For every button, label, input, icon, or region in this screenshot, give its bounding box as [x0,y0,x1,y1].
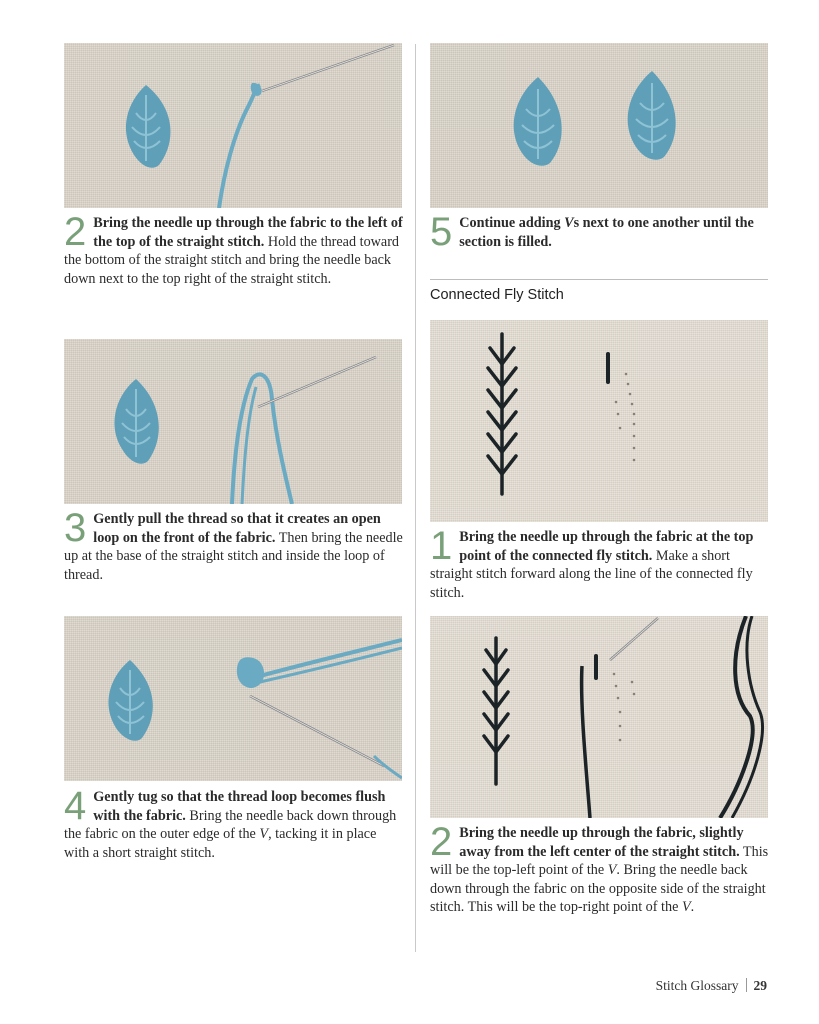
step-body-a: This will be the top-left point of the [430,843,769,879]
step-2-photo [64,43,402,208]
step-5-photo [430,43,768,208]
connected-fly-step-1 [430,524,770,602]
step-body-italic: V [259,826,269,843]
column-divider [415,44,416,952]
step-number: 3 [64,506,87,550]
step-number: 2 [64,210,87,254]
step-body-italic-a: V [607,862,617,879]
section-heading: Connected Fly Stitch [430,287,564,303]
connected-fly-step-2 [430,820,770,917]
fly-stitch-spine-illustration [430,320,768,522]
step-number: 4 [64,784,87,828]
step-body-b: . Bring the needle back down through the fabric on the opposite side of the straight stitch. This will be the top-right point of the [430,862,766,916]
step-heading: Gently tug so that the thread loop becomes flush with the fabric. [93,789,386,824]
step-heading: Bring the needle up through the fabric to the left of the top of the straight stitch. [93,215,403,250]
step-body: Then bring the needle up at the base of the straight stitch and inside the loop of thread. [64,529,403,583]
page-footer [656,978,767,994]
step-heading-b: s next to one another until the section is filled. [459,215,754,250]
step-number: 2 [430,820,453,864]
step-body-a: Bring the needle back down through the fabric on the outer edge of the [64,807,397,843]
flush-loop-illustration [64,616,402,781]
leaf-stitch-illustration [64,43,402,208]
step-heading: Gently pull the thread so that it creates an open loop on the front of the fabric. [93,511,381,546]
step-4-left [64,784,404,862]
step-body-b: , tacking it in place with a short straight stitch. [64,826,377,861]
step-heading: Bring the needle up through the fabric at the top point of the connected fly stitch. [459,529,754,564]
step-heading: Bring the needle up through the fabric, slightly away from the left center of the straight stitch. [459,825,744,860]
fly-stitch-needle-illustration [430,616,768,818]
step-body: Hold the thread toward the bottom of the straight stitch and bring the needle back down next to the top right of the straight stitch. [64,233,400,287]
connected-fly-step-1-photo [430,320,768,522]
step-heading-a: Continue adding [459,215,565,231]
footer-section: Stitch Glossary [655,978,739,993]
footer-separator [746,978,747,992]
connected-fly-step-2-photo [430,616,768,818]
section-divider [430,279,768,280]
step-2-left [64,210,404,288]
step-4-photo [64,616,402,781]
step-5-right [430,210,770,254]
step-3-left [64,506,404,584]
two-leaves-illustration [430,43,768,208]
step-body-c: . [690,899,695,916]
step-body-italic-b: V [681,899,691,916]
step-number: 5 [430,210,453,254]
step-heading-italic: V [564,215,574,231]
step-number: 1 [430,524,453,568]
open-loop-illustration [64,339,402,504]
step-3-photo [64,339,402,504]
page-number: 29 [753,978,767,993]
step-body: Make a short straight stitch forward along the line of the connected fly stitch. [430,547,753,601]
